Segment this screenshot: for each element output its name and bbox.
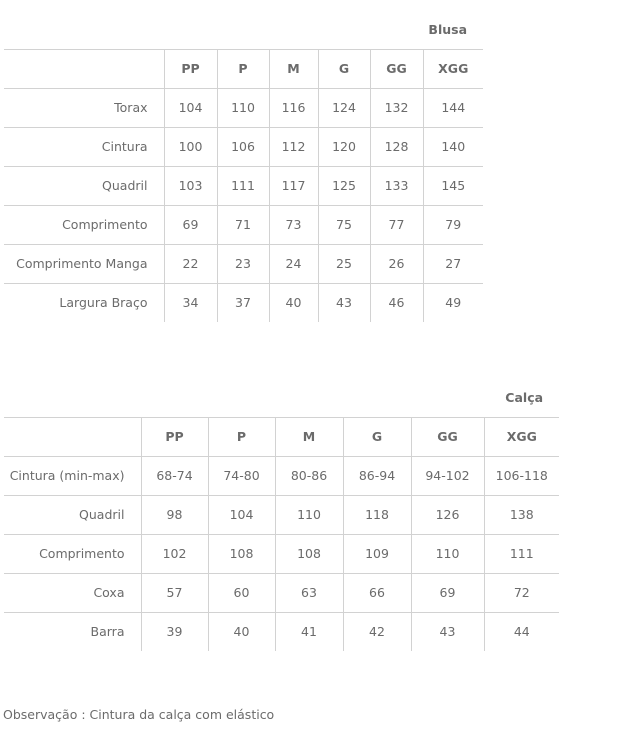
table-cell: 80-86 [275, 456, 343, 495]
table-cell: 69 [411, 573, 484, 612]
calca-header-pp: PP [141, 417, 208, 456]
table-cell: 110 [411, 534, 484, 573]
row-label: Comprimento [4, 205, 164, 244]
row-label: Largura Braço [4, 283, 164, 322]
table-cell: 126 [411, 495, 484, 534]
table-row [4, 283, 483, 322]
table-cell: 117 [269, 166, 318, 205]
table-row [4, 88, 483, 127]
table-cell: 106 [217, 127, 269, 166]
table-cell: 111 [484, 534, 559, 573]
table-cell: 23 [217, 244, 269, 283]
table-cell: 49 [445, 295, 462, 311]
table-cell: 118 [343, 495, 411, 534]
table-cell: 27 [423, 244, 483, 283]
table-cell: 60 [208, 573, 275, 612]
table-cell: 140 [423, 127, 483, 166]
table-cell: 86-94 [343, 456, 411, 495]
table-cell: 75 [318, 205, 370, 244]
blusa-header-m: M [269, 49, 318, 88]
observation-note: Observação : Cintura da calça com elástico [3, 707, 275, 722]
row-label: Comprimento Manga [4, 244, 164, 283]
calca-size-table [4, 378, 559, 651]
calca-header-p: P [208, 417, 275, 456]
table-cell: 133 [370, 166, 423, 205]
table-row [4, 127, 483, 166]
table-cell: 74-80 [208, 456, 275, 495]
calca-title: Calça [4, 378, 559, 417]
table-row [4, 573, 559, 612]
row-label: Cintura (min-max) [4, 456, 141, 495]
calca-title-row [4, 378, 559, 417]
table-cell: 63 [275, 573, 343, 612]
row-label: Comprimento [4, 534, 141, 573]
table-cell: 79 [423, 205, 483, 244]
blusa-header-row [4, 49, 483, 88]
blusa-size-table [4, 10, 483, 322]
table-row [4, 456, 559, 495]
calca-header-gg: GG [411, 417, 484, 456]
table-cell: 112 [269, 127, 318, 166]
row-label: Torax [4, 88, 164, 127]
table-cell: 26 [370, 244, 423, 283]
table-cell: 111 [217, 166, 269, 205]
table-cell: 124 [318, 88, 370, 127]
row-label: Coxa [4, 573, 141, 612]
table-cell: 34 [164, 283, 217, 322]
table-row [4, 166, 483, 205]
table-cell: 24 [269, 244, 318, 283]
calca-header-xgg: XGG [484, 417, 559, 456]
table-cell: 94-102 [411, 456, 484, 495]
table-cell: 73 [269, 205, 318, 244]
table-row [4, 534, 559, 573]
table-cell: 110 [217, 88, 269, 127]
calca-header-g: G [343, 417, 411, 456]
table-cell: 104 [164, 88, 217, 127]
table-cell: 42 [343, 612, 411, 651]
row-label: Cintura [4, 127, 164, 166]
table-cell: 145 [423, 166, 483, 205]
calca-header-m: M [275, 417, 343, 456]
table-cell: 125 [318, 166, 370, 205]
table-cell: 138 [484, 495, 559, 534]
blusa-header-xgg: XGG [423, 49, 483, 88]
table-cell: 41 [275, 612, 343, 651]
table-row [4, 205, 483, 244]
row-label: Barra [4, 612, 141, 651]
blusa-title-row [4, 10, 483, 49]
table-cell: 109 [343, 534, 411, 573]
blusa-title: Blusa [4, 10, 483, 49]
row-label: Quadril [4, 166, 164, 205]
calca-header-row [4, 417, 559, 456]
table-cell: 132 [370, 88, 423, 127]
table-cell: 68-74 [141, 456, 208, 495]
table-cell: 108 [275, 534, 343, 573]
calca-header-empty [4, 417, 141, 456]
table-cell: 102 [141, 534, 208, 573]
table-cell: 103 [164, 166, 217, 205]
table-row [4, 495, 559, 534]
table-cell: 40 [269, 283, 318, 322]
blusa-header-g: G [318, 49, 370, 88]
blusa-header-p: P [217, 49, 269, 88]
table-cell: 71 [217, 205, 269, 244]
blusa-header-pp: PP [164, 49, 217, 88]
table-cell: 39 [141, 612, 208, 651]
table-cell: 37 [217, 283, 269, 322]
table-cell: 25 [318, 244, 370, 283]
table-row [4, 612, 559, 651]
table-cell: 104 [208, 495, 275, 534]
table-cell: 43 [411, 612, 484, 651]
table-row [4, 244, 483, 283]
table-cell: 40 [208, 612, 275, 651]
table-cell: 22 [164, 244, 217, 283]
table-cell: 43 [318, 283, 370, 322]
table-cell: 108 [208, 534, 275, 573]
table-cell: 110 [275, 495, 343, 534]
table-cell: 44 [513, 624, 530, 640]
table-cell: 116 [269, 88, 318, 127]
table-cell: 128 [370, 127, 423, 166]
table-cell: 57 [141, 573, 208, 612]
table-cell: 72 [484, 573, 559, 612]
table-cell: 106-118 [484, 456, 559, 495]
table-cell: 69 [164, 205, 217, 244]
row-label: Quadril [4, 495, 141, 534]
table-cell: 46 [370, 283, 423, 322]
table-cell: 98 [141, 495, 208, 534]
blusa-header-empty [4, 49, 164, 88]
table-cell: 144 [423, 88, 483, 127]
table-cell: 77 [370, 205, 423, 244]
table-cell: 100 [164, 127, 217, 166]
table-cell: 66 [343, 573, 411, 612]
table-cell: 120 [318, 127, 370, 166]
blusa-header-gg: GG [370, 49, 423, 88]
